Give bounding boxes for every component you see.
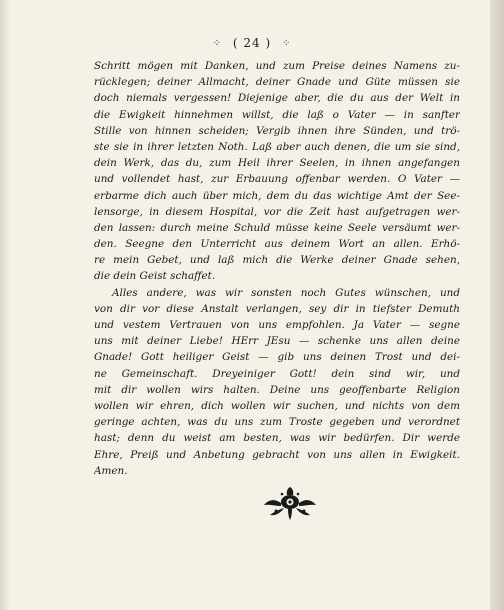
text-line: erbarme dich auch über mich, dem du das wichtige Amt der See- xyxy=(94,189,460,202)
text-line: Alles andere, was wir sonsten noch Gutes wünschen, und xyxy=(112,286,460,299)
text-line: ste sie in ihrer letzten Noth. Laß aber auch denen, die um sie sind, xyxy=(94,140,460,153)
header-ornament-left-icon: ⁘ xyxy=(212,38,223,49)
text-line: ne Gemeinschaft. Dreyeiniger Gott! dein sind wir, und xyxy=(94,367,460,380)
text-line: Amen. xyxy=(94,464,128,477)
page-number: ( 24 ) xyxy=(232,36,272,50)
header-ornament-right-icon: ⁘ xyxy=(281,38,292,49)
text-line: und vestem Vertrauen von uns empfohlen. Ja Vater — segne xyxy=(94,319,460,331)
text-line: uns mit deiner Liebe! HErr JEsu — schenke uns allen deine xyxy=(94,335,460,348)
text-line: den lassen: durch meine Schuld müsse keine Seele versäumt wer- xyxy=(94,221,460,234)
page-header xyxy=(0,36,504,50)
text-line: Ehre, Preiß und Anbetung gebracht von uns allen in Ewigkeit. xyxy=(94,448,460,461)
text-line: wollen wir ehren, dich wollen wir suchen, und nichts von dem xyxy=(94,399,460,412)
body-text xyxy=(94,58,460,479)
floral-tailpiece-icon xyxy=(262,486,318,522)
text-line: doch niemals vergessen! Diejenige aber, die du aus der Welt in xyxy=(94,92,460,105)
text-line: und vollendet hast, zur Erbauung offenbar werden. O Vater — xyxy=(94,173,460,186)
text-line: die dein Geist schaffet. xyxy=(94,270,216,283)
page-gutter-shadow xyxy=(0,0,10,610)
text-line: Schritt mögen mit Danken, und zum Preise deines Namens zu- xyxy=(94,60,460,72)
text-line: mit dir wollen wirs halten. Deine uns geoffenbarte Religion xyxy=(94,383,460,396)
text-line: rücklegen; deiner Allmacht, deiner Gnade und Güte müssen sie xyxy=(94,76,460,89)
text-line: die Ewigkeit hinnehmen willst, die laß o Vater — in sanfter xyxy=(94,108,460,121)
text-line: Stille von hinnen scheiden; Vergib ihnen ihre Sünden, und trö- xyxy=(94,124,460,137)
text-line: den. Seegne den Unterricht aus deinem Wort an allen. Erhö- xyxy=(94,238,460,251)
text-line: geringe achten, was du uns zum Troste gegeben und verordnet xyxy=(94,416,460,429)
text-line: dein Werk, das du, zum Heil ihrer Seelen, in ihnen angefangen xyxy=(94,157,460,170)
text-line: von dir vor diese Anstalt verlangen, sey dir in tiefster Demuth xyxy=(94,302,460,315)
page-edge-shadow xyxy=(490,0,504,610)
text-line: Gnade! Gott heiliger Geist — gib uns deinen Trost und dei- xyxy=(94,351,460,364)
text-line: re mein Gebet, und laß mich die Werke deiner Gnade sehen, xyxy=(94,254,460,267)
text-line: hast; denn du weist am besten, was wir bedürfen. Dir werde xyxy=(94,432,460,445)
text-line: lensorge, in diesem Hospital, vor die Zeit hast aufgetragen wer- xyxy=(94,205,460,218)
